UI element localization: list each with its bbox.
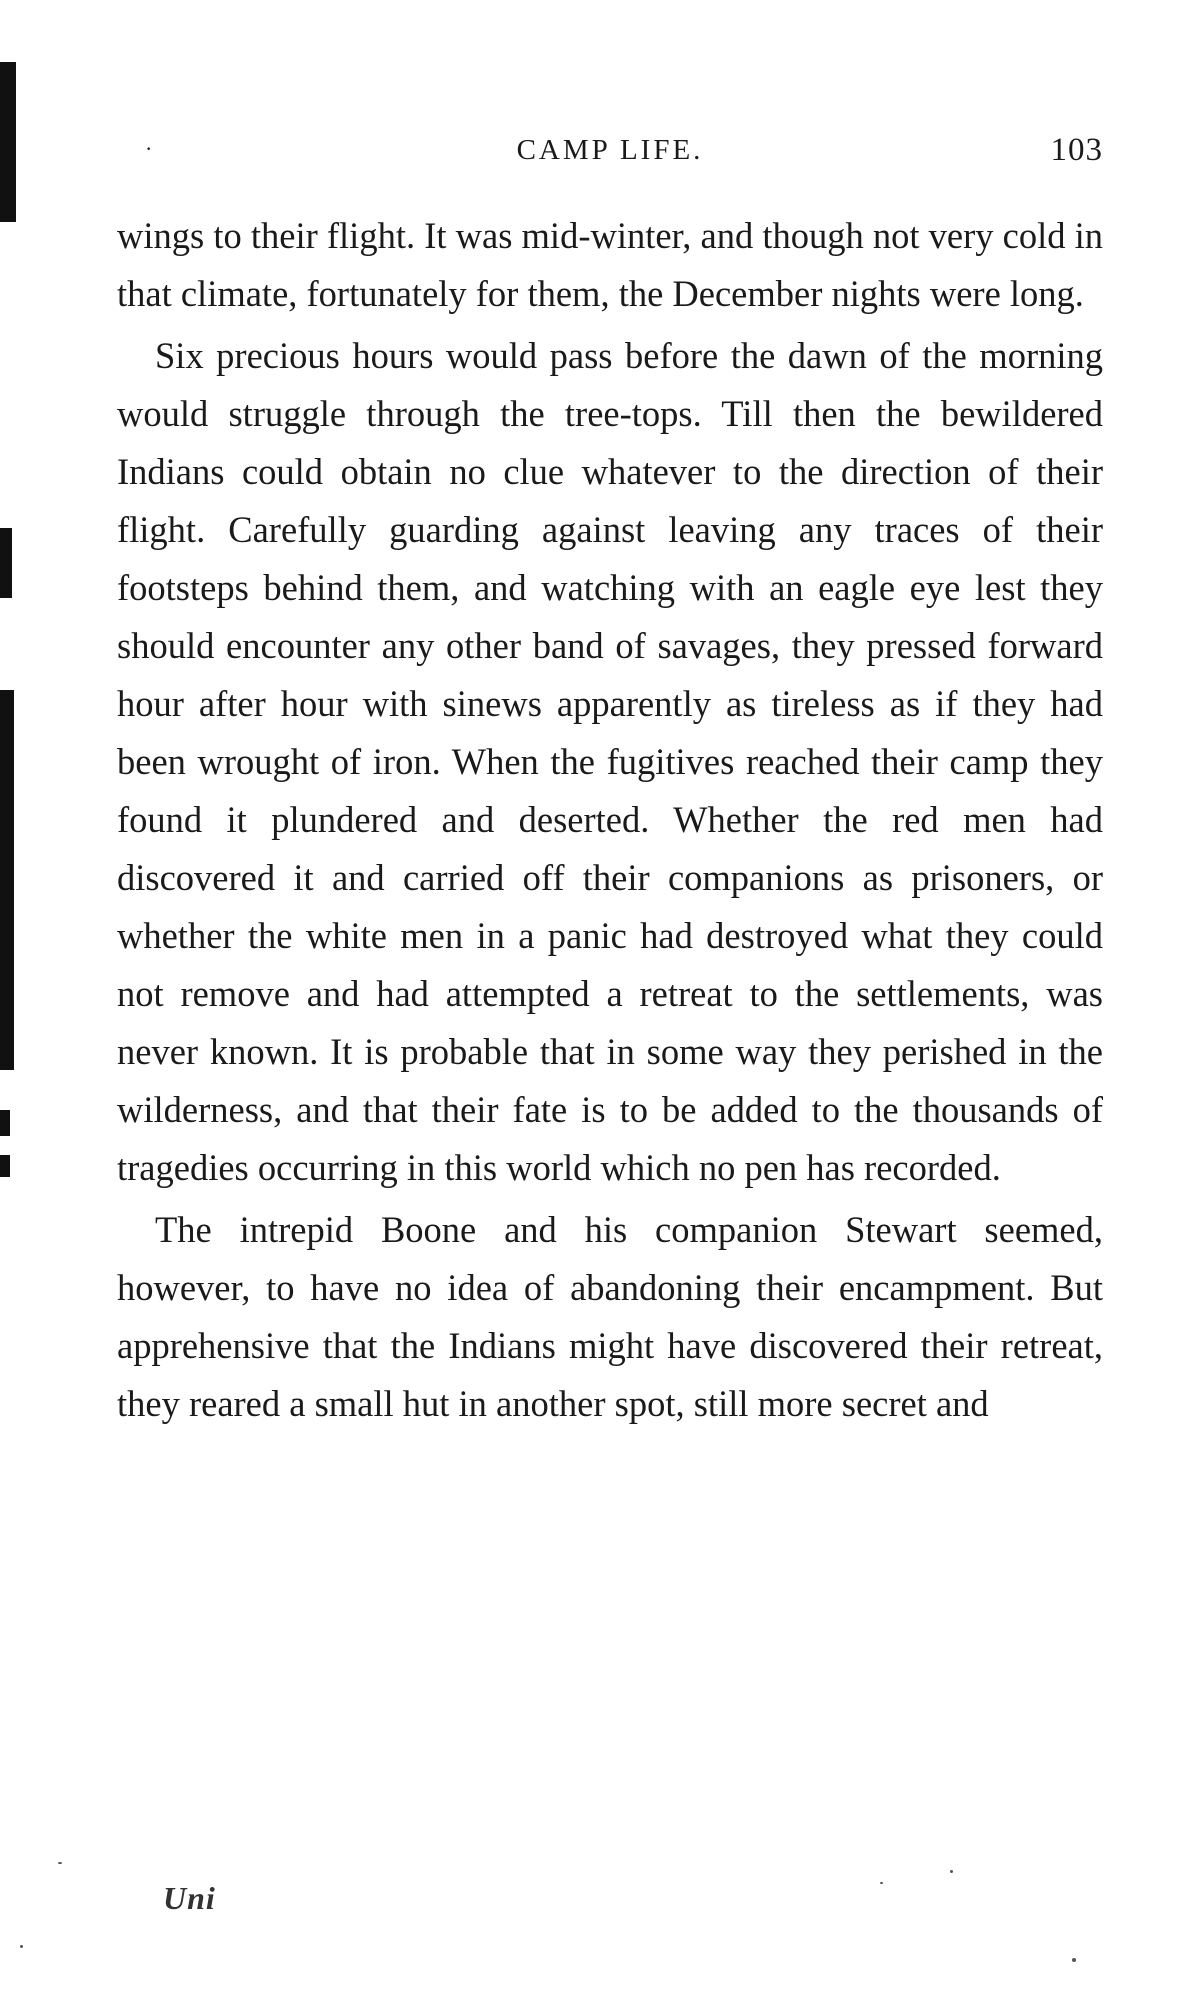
- running-head-title: CAMP LIFE.: [516, 134, 704, 166]
- binding-edge-mark: [0, 1110, 10, 1136]
- footer-stamp: Uni: [163, 1880, 216, 1916]
- scan-speck: [880, 1882, 883, 1884]
- running-head-dot: ·: [145, 136, 153, 161]
- binding-edge-mark: [0, 62, 16, 222]
- paragraph: Six precious hours would pass before the dawn of the morning would struggle through the tree-tops. Till then the bewildered Indians could obtain no clue whatever to the direction of their flight. Carefully guarding against leaving any traces of their footsteps behind them, and watching with an eagle eye lest they should encounter any other band of savages, they pressed forward hour after hour with sinews apparently as tireless as if they had been wrought of iron. When the fugitives reached their camp they found it plundered and deserted. Whether the red men had discovered it and carried off their companions as prisoners, or whether the white men in a panic had destroyed what they could not remove and had attempted a retreat to the settlements, was never known. It is probable that in some way they perished in the wilderness, and that their fate is to be added to the thousands of tragedies occurring in this world which no pen has recorded.: [117, 335, 1103, 1188]
- running-head: [117, 134, 1103, 174]
- binding-edge-mark: [0, 1155, 10, 1177]
- page-number: 103: [1050, 132, 1103, 168]
- scan-speck: [58, 1862, 62, 1864]
- binding-edge-mark: [0, 690, 14, 1070]
- scan-speck: [20, 1945, 23, 1948]
- binding-edge-mark: [0, 528, 12, 598]
- paragraph: The intrepid Boone and his companion Stewart seemed, however, to have no idea of abandoning their encampment. But apprehensive that the Indians might have discovered their retreat, they reared a small hut in another spot, still more secret and: [117, 1209, 1103, 1424]
- scan-speck: [1072, 1958, 1076, 1962]
- paragraph-continued: wings to their flight. It was mid-winter, and though not very cold in that climate, fortunately for them, the December nights were long.: [117, 215, 1103, 314]
- scan-speck: [950, 1870, 953, 1873]
- body-text: [117, 207, 1103, 1433]
